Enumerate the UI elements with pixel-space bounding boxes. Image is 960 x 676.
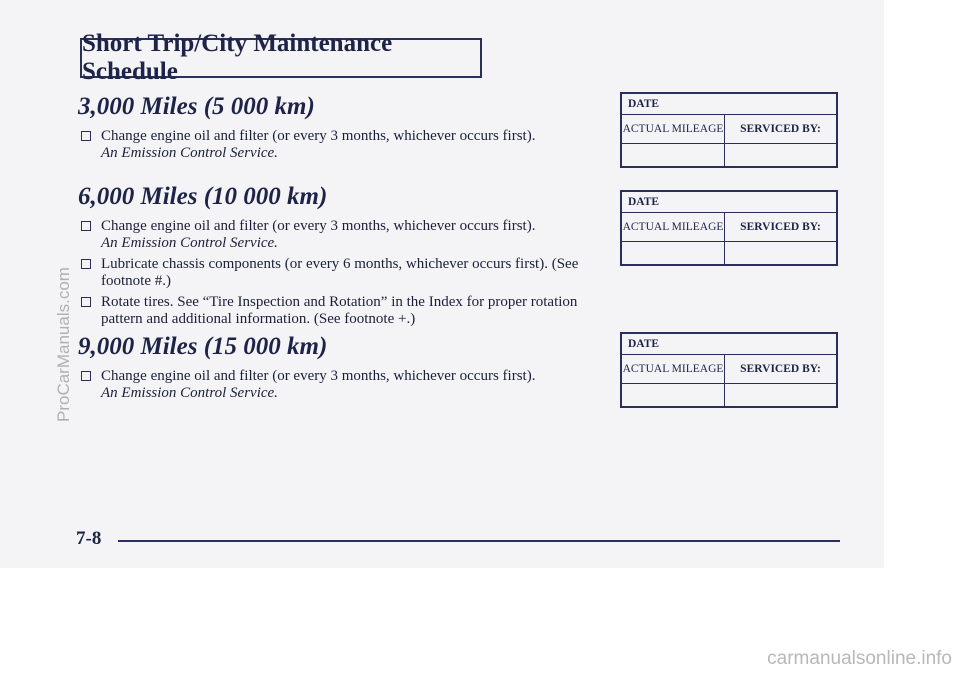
checkbox-icon[interactable] (81, 259, 91, 269)
service-record-box (620, 190, 838, 266)
checkbox-icon[interactable] (81, 221, 91, 231)
footer-divider (118, 540, 840, 542)
date-field[interactable]: DATE (622, 192, 836, 213)
side-watermark: ProCarManuals.com (54, 267, 73, 422)
actual-mileage-label: ACTUAL MILEAGE (622, 115, 725, 143)
actual-mileage-field[interactable] (622, 144, 725, 166)
item-text: Rotate tires. See “Tire Inspection and Rotation” in the Index for proper rotation pattern and additional information. (See footnote +.) (101, 294, 578, 327)
serviced-by-field[interactable] (725, 384, 836, 406)
section-heading: 9,000 Miles (15 000 km) (78, 333, 328, 360)
checkbox-icon[interactable] (81, 131, 91, 141)
serviced-by-field[interactable] (725, 242, 836, 264)
item-note: An Emission Control Service. (101, 235, 278, 251)
list-item (78, 218, 618, 252)
checkbox-icon[interactable] (81, 297, 91, 307)
date-field[interactable]: DATE (622, 94, 836, 115)
list-item (78, 128, 618, 162)
section-heading: 6,000 Miles (10 000 km) (78, 183, 328, 210)
item-text: Change engine oil and filter (or every 3 months, whichever occurs first). (101, 368, 536, 384)
serviced-by-label: SERVICED BY: (740, 363, 821, 375)
page-number: 7-8 (76, 528, 102, 549)
list-item (78, 294, 618, 328)
actual-mileage-field[interactable] (622, 242, 725, 264)
serviced-by-field[interactable] (725, 144, 836, 166)
service-record-box (620, 332, 838, 408)
item-note: An Emission Control Service. (101, 145, 278, 161)
actual-mileage-field[interactable] (622, 384, 725, 406)
item-text: Lubricate chassis components (or every 6 months, whichever occurs first). (See footnote #.) (101, 256, 579, 289)
checkbox-icon[interactable] (81, 371, 91, 381)
list-item (78, 256, 618, 290)
serviced-by-label: SERVICED BY: (740, 221, 821, 233)
list-item (78, 368, 618, 402)
bottom-watermark: carmanualsonline.info (767, 648, 952, 669)
service-record-box (620, 92, 838, 168)
item-note: An Emission Control Service. (101, 385, 278, 401)
section-heading: 3,000 Miles (5 000 km) (78, 93, 315, 120)
actual-mileage-label: ACTUAL MILEAGE (622, 355, 725, 383)
section-3000-miles (78, 92, 618, 166)
section-6000-miles (78, 182, 618, 332)
section-9000-miles (78, 332, 618, 406)
page-title: Short Trip/City Maintenance Schedule (80, 38, 482, 78)
item-text: Change engine oil and filter (or every 3 months, whichever occurs first). (101, 218, 536, 234)
date-field[interactable]: DATE (622, 334, 836, 355)
item-text: Change engine oil and filter (or every 3 months, whichever occurs first). (101, 128, 536, 144)
serviced-by-label: SERVICED BY: (740, 123, 821, 135)
actual-mileage-label: ACTUAL MILEAGE (622, 213, 725, 241)
